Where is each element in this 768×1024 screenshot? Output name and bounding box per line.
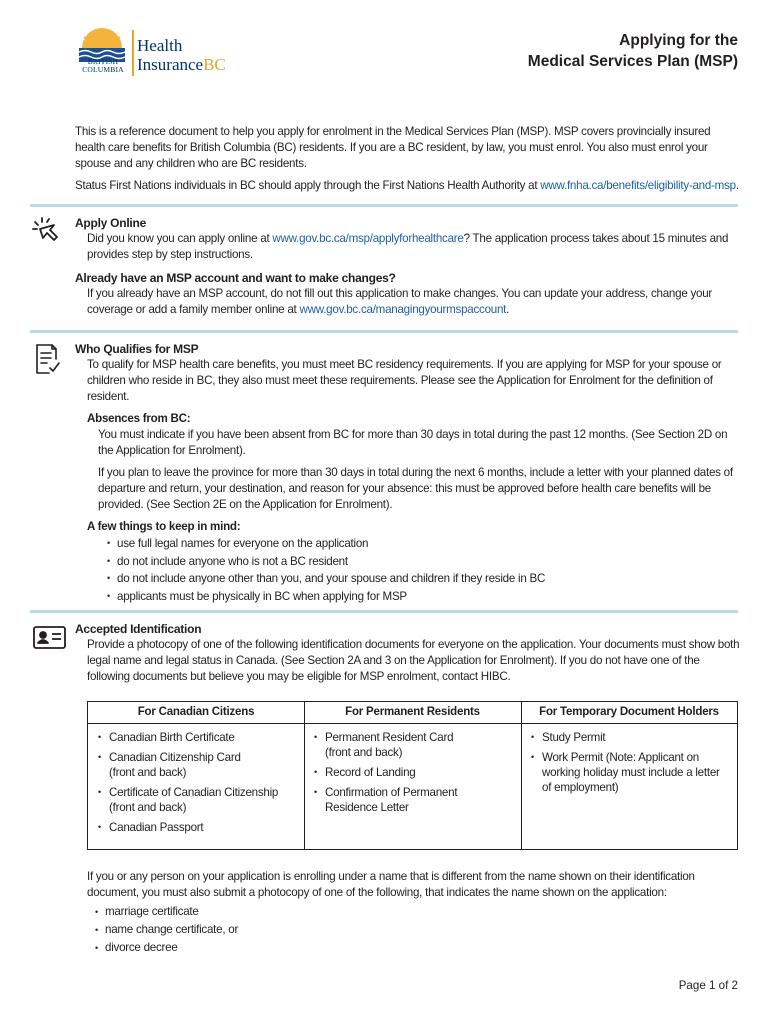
table-header-permanent-residents: For Permanent Residents bbox=[304, 702, 521, 724]
identification-text: Provide a photocopy of one of the following identification documents for everyone on the application. Your documents must show both legal name and legal status in Canada. (See Section 2A and 3 on the Application for Enrolment). If you do not have one of the following documents but believe you may be eligible for MSP enrolment, contact HIBC. bbox=[87, 638, 740, 683]
table-column-temporary-holders bbox=[521, 724, 737, 849]
table-cell-item: • Study Permit bbox=[531, 730, 733, 745]
table-header-citizens: For Canadian Citizens bbox=[88, 702, 304, 724]
id-card-icon bbox=[32, 623, 68, 653]
table-header-temporary-holders: For Temporary Document Holders bbox=[521, 702, 737, 724]
table-cell-item: • Canadian Passport bbox=[98, 820, 300, 835]
table-cell-item: • Certificate of Canadian Citizenship (front and back) bbox=[98, 785, 300, 815]
absences-heading: Absences from BC: bbox=[87, 412, 191, 425]
list-item: • use full legal names for everyone on the application bbox=[107, 535, 740, 553]
identification-table bbox=[87, 701, 738, 850]
intro-section bbox=[75, 124, 740, 200]
name-change-list bbox=[87, 903, 739, 957]
intro-paragraph: This is a reference document to help you apply for enrolment in the Medical Services Plan (MSP). MSP covers provincially insured health care benefits for British Columbia (BC) residents. If you are a BC resident, by law, you must enrol. You also must enrol your spouse and any children who are BC residents. bbox=[75, 125, 711, 170]
identification-heading: Accepted Identification bbox=[75, 622, 202, 636]
table-cell-item: • Permanent Resident Card (front and back) bbox=[314, 730, 517, 760]
apply-online-link[interactable]: www.gov.bc.ca/msp/applyforhealthcare bbox=[272, 232, 464, 245]
province-wordmark: BRITISH COLUMBIA bbox=[82, 57, 124, 74]
page-number: Page 1 of 2 bbox=[678, 979, 738, 992]
section-divider bbox=[30, 204, 738, 207]
name-change-section bbox=[87, 869, 739, 957]
table-cell-item: • Work Permit (Note: Applicant on working holiday must include a letter of employment) bbox=[531, 750, 733, 795]
table-column-citizens bbox=[88, 724, 304, 849]
table-cell-item: • Canadian Birth Certificate bbox=[98, 730, 300, 745]
manage-account-link[interactable]: www.gov.bc.ca/managingyourmspaccount bbox=[299, 303, 507, 316]
list-item: • name change certificate, or bbox=[95, 921, 739, 939]
keep-in-mind-heading: A few things to keep in mind: bbox=[87, 520, 241, 533]
who-qualifies-heading: Who Qualifies for MSP bbox=[75, 342, 199, 356]
pointer-click-icon bbox=[32, 216, 68, 246]
msp-account-heading: Already have an MSP account and want to make changes? bbox=[75, 271, 396, 285]
apply-online-text: Did you know you can apply online at www.gov.bc.ca/msp/applyforhealthcare? The application process takes about 15 minutes and provides step by step instructions. bbox=[87, 232, 729, 261]
logo-wordmark: Health InsuranceBC bbox=[137, 36, 226, 74]
who-qualifies-section bbox=[75, 341, 740, 605]
document-checklist-icon bbox=[32, 344, 68, 374]
keep-in-mind-list bbox=[75, 535, 740, 605]
list-item: • applicants must be physically in BC when applying for MSP bbox=[107, 588, 740, 606]
table-column-permanent-residents bbox=[304, 724, 521, 849]
name-change-text: If you or any person on your application is enrolling under a name that is different from the name shown on their identification document, you must also submit a photocopy of one of the following, that indicates the name shown on the application: bbox=[87, 870, 695, 899]
table-cell-item: • Confirmation of Permanent Residence Letter bbox=[314, 785, 517, 815]
msp-account-text: If you already have an MSP account, do not fill out this application to make changes. You can update your address, change your coverage or add a family member online at www.gov.bc.ca/managingyourmspaccount. bbox=[87, 287, 713, 316]
document-title: Applying for the Medical Services Plan (MSP) bbox=[527, 32, 738, 70]
table-cell-item: • Record of Landing bbox=[314, 765, 517, 780]
health-insurance-bc-logo bbox=[75, 28, 245, 80]
list-item: • do not include anyone who is not a BC resident bbox=[107, 553, 740, 571]
table-cell-item: • Canadian Citizenship Card (front and back) bbox=[98, 750, 300, 780]
apply-online-section bbox=[75, 215, 740, 318]
identification-section bbox=[75, 621, 740, 685]
apply-online-heading: Apply Online bbox=[75, 216, 147, 230]
absences-paragraph-1: You must indicate if you have been absent from BC for more than 30 days in total during the past 12 months. (See Section 2D on the Application for Enrolment). bbox=[98, 428, 728, 457]
list-item: • marriage certificate bbox=[95, 903, 739, 921]
who-qualifies-text: To qualify for MSP health care benefits, you must meet BC residency requirements. If you are applying for MSP for your spouse or children who reside in BC, they also must meet these requirements. Please see the Application for Enrolment for the definition of resident. bbox=[87, 358, 722, 403]
logo-divider bbox=[132, 30, 134, 76]
list-item: • divorce decree bbox=[95, 939, 739, 957]
list-item: • do not include anyone other than you, and your spouse and children if they reside in BC bbox=[107, 570, 740, 588]
fnha-link[interactable]: www.fnha.ca/benefits/eligibility-and-msp bbox=[540, 179, 736, 192]
section-divider bbox=[30, 330, 738, 333]
section-divider bbox=[30, 610, 738, 613]
absences-paragraph-2: If you plan to leave the province for more than 30 days in total during the next 6 months, include a letter with your planned dates of departure and return, your destination, and reason for your absence: this must be approved before health care benefits will be provided. (See Section 2E on the Application for Enrolment). bbox=[98, 466, 733, 511]
first-nations-paragraph: Status First Nations individuals in BC should apply through the First Nations Health Authority at www.fnha.ca/benefits/eligibility-and-msp. bbox=[75, 179, 739, 192]
